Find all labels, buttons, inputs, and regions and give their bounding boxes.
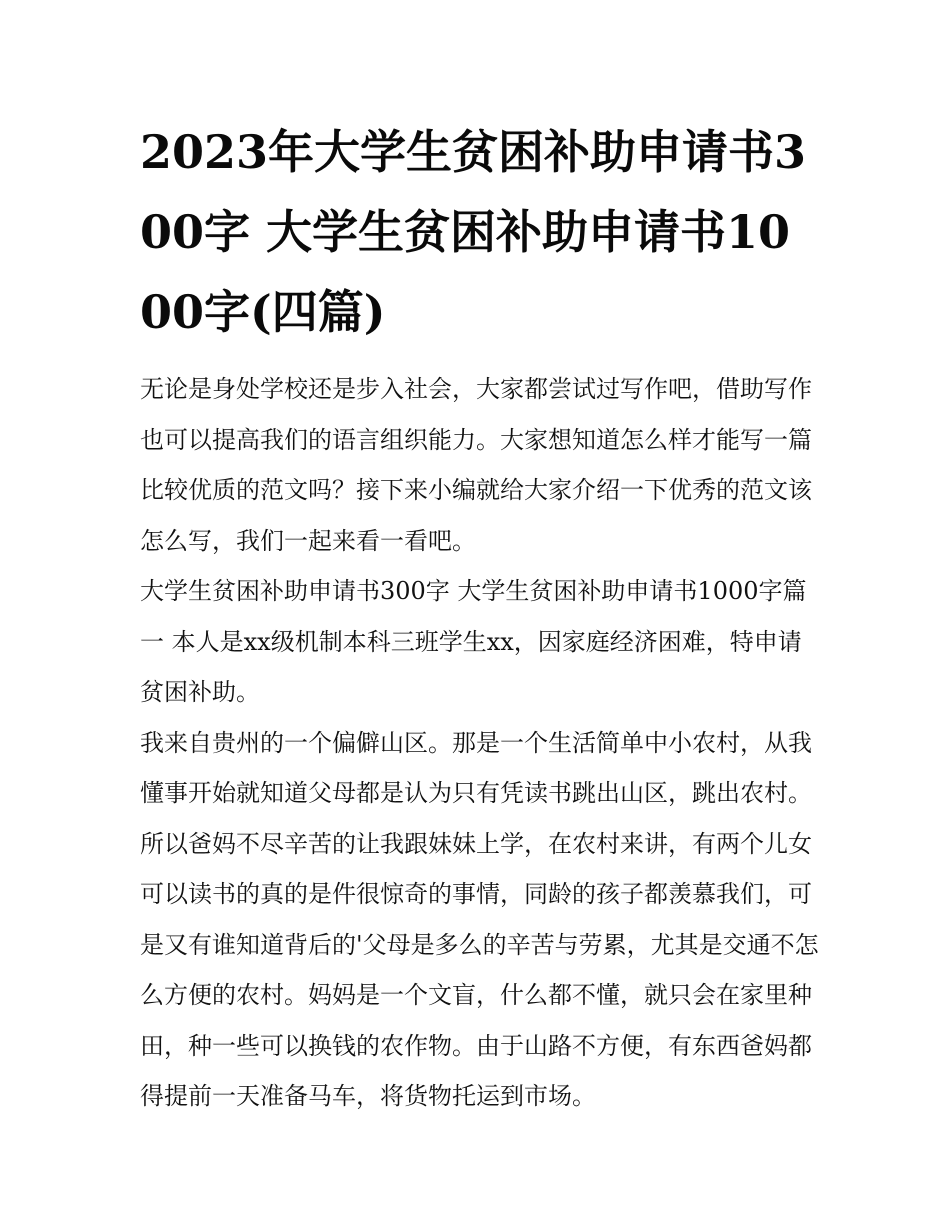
section-one-paragraph: 大学生贫困补助申请书300字 大学生贫困补助申请书1000字篇一 本人是xx级机制本科三班学生xx，因家庭经济困难，特申请贫困补助。 (140, 577, 807, 706)
document-body (140, 112, 820, 1122)
intro-paragraph: 无论是身处学校还是步入社会，大家都尝试过写作吧，借助写作也可以提高我们的语言组织能力。大家想知道怎么样才能写一篇比较优质的范文吗？接下来小编就给大家介绍一下优秀的范文该怎么写，我们一起来看一看吧。 (140, 375, 812, 555)
body-paragraph: 我来自贵州的一个偏僻山区。那是一个生活简单中小农村，从我懂事开始就知道父母都是认为只有凭读书跳出山区，跳出农村。所以爸妈不尽辛苦的让我跟妹妹上学，在农村来讲，有两个儿女可以读书的真的是件很惊奇的事情，同龄的孩子都羡慕我们，可是又有谁知道背后的'父母是多么的辛苦与劳累，尤其是交通不怎么方便的农村。妈妈是一个文盲，什么都不懂，就只会在家里种田，种一些可以换钱的农作物。由于山路不方便，有东西爸妈都得提前一天准备马车，将货物托运到市场。 (140, 728, 819, 1110)
document-title: 2023年大学生贫困补助申请书300字 大学生贫困补助申请书1000字(四篇) (140, 125, 807, 339)
